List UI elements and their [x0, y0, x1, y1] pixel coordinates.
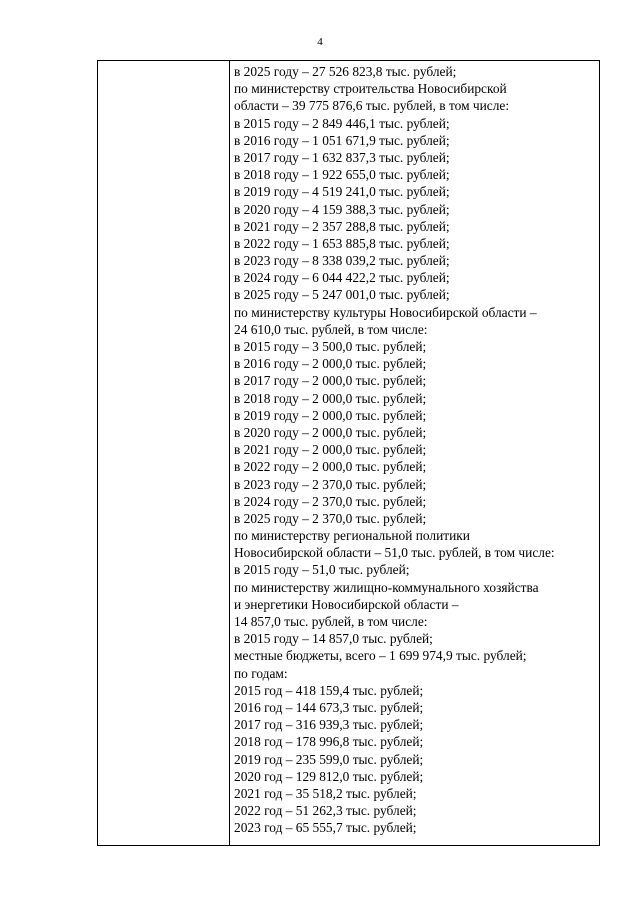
text-line: в 2018 году – 2 000,0 тыс. рублей; — [234, 390, 427, 406]
text-line: в 2021 году – 2 000,0 тыс. рублей; — [234, 442, 427, 458]
text-line: 2018 год – 178 996,8 тыс. рублей; — [234, 734, 424, 750]
text-line: в 2020 году – 4 159 388,3 тыс. рублей; — [234, 201, 450, 217]
text-line: в 2019 году – 2 000,0 тыс. рублей; — [234, 407, 427, 423]
text-line: в 2015 году – 51,0 тыс. рублей; — [234, 562, 410, 578]
text-line: и энергетики Новосибирской области – — [234, 596, 459, 612]
text-line: 2019 год – 235 599,0 тыс. рублей; — [234, 751, 424, 767]
text-line: 2015 год – 418 159,4 тыс. рублей; — [234, 682, 424, 698]
text-line: 24 610,0 тыс. рублей, в том числе: — [234, 321, 428, 337]
text-line: по министерству региональной политики — [234, 528, 470, 544]
text-line: в 2015 году – 3 500,0 тыс. рублей; — [234, 339, 427, 354]
text-line: 2023 год – 65 555,7 тыс. рублей; — [234, 820, 417, 836]
text-line: местные бюджеты, всего – 1 699 974,9 тыс. рублей; — [234, 648, 527, 664]
text-line: в 2021 году – 2 357 288,8 тыс. рублей; — [234, 218, 450, 234]
page-number: 4 — [317, 36, 323, 48]
table-right-column — [230, 61, 599, 845]
text-line: 2017 год – 316 939,3 тыс. рублей; — [234, 717, 424, 733]
text-line: в 2025 году – 27 526 823,8 тыс. рублей; — [234, 64, 457, 79]
text-line: 2016 год – 144 673,3 тыс. рублей; — [234, 699, 424, 715]
text-line: Новосибирской области – 51,0 тыс. рублей, в том числе: — [234, 545, 555, 561]
text-line: в 2025 году – 2 370,0 тыс. рублей; — [234, 510, 427, 526]
text-line: в 2025 году – 5 247 001,0 тыс. рублей; — [234, 287, 450, 303]
text-line: по министерству строительства Новосибирской — [234, 81, 507, 97]
funding-table — [97, 60, 600, 846]
text-line: в 2022 году – 1 653 885,8 тыс. рублей; — [234, 235, 450, 251]
text-line: области – 39 775 876,6 тыс. рублей, в том числе: — [234, 98, 510, 114]
text-line: в 2018 году – 1 922 655,0 тыс. рублей; — [234, 167, 450, 183]
text-line: по министерству культуры Новосибирской области – — [234, 304, 537, 320]
text-line: в 2017 году – 2 000,0 тыс. рублей; — [234, 373, 427, 389]
text-line: по годам: — [234, 665, 288, 681]
text-line: в 2024 году – 6 044 422,2 тыс. рублей; — [234, 270, 450, 286]
text-line: в 2016 году – 2 000,0 тыс. рублей; — [234, 356, 427, 372]
text-line: в 2015 году – 14 857,0 тыс. рублей; — [234, 631, 433, 647]
text-line: по министерству жилищно-коммунального хозяйства — [234, 579, 539, 595]
text-line: в 2017 году – 1 632 837,3 тыс. рублей; — [234, 149, 450, 165]
text-line: 2022 год – 51 262,3 тыс. рублей; — [234, 803, 417, 819]
text-line: 14 857,0 тыс. рублей, в том числе: — [234, 614, 428, 629]
text-line: 2021 год – 35 518,2 тыс. рублей; — [234, 785, 417, 801]
text-line: в 2024 году – 2 370,0 тыс. рублей; — [234, 493, 427, 509]
text-line: в 2023 году – 8 338 039,2 тыс. рублей; — [234, 253, 450, 269]
text-line: в 2020 году – 2 000,0 тыс. рублей; — [234, 424, 427, 440]
text-line: в 2022 году – 2 000,0 тыс. рублей; — [234, 459, 427, 475]
text-line: 2020 год – 129 812,0 тыс. рублей; — [234, 768, 424, 784]
table-left-column — [98, 61, 230, 845]
text-line: в 2015 году – 2 849 446,1 тыс. рублей; — [234, 115, 450, 131]
text-line: в 2016 году – 1 051 671,9 тыс. рублей; — [234, 132, 450, 148]
text-line: в 2019 году – 4 519 241,0 тыс. рублей; — [234, 184, 450, 200]
text-line: в 2023 году – 2 370,0 тыс. рублей; — [234, 476, 427, 492]
